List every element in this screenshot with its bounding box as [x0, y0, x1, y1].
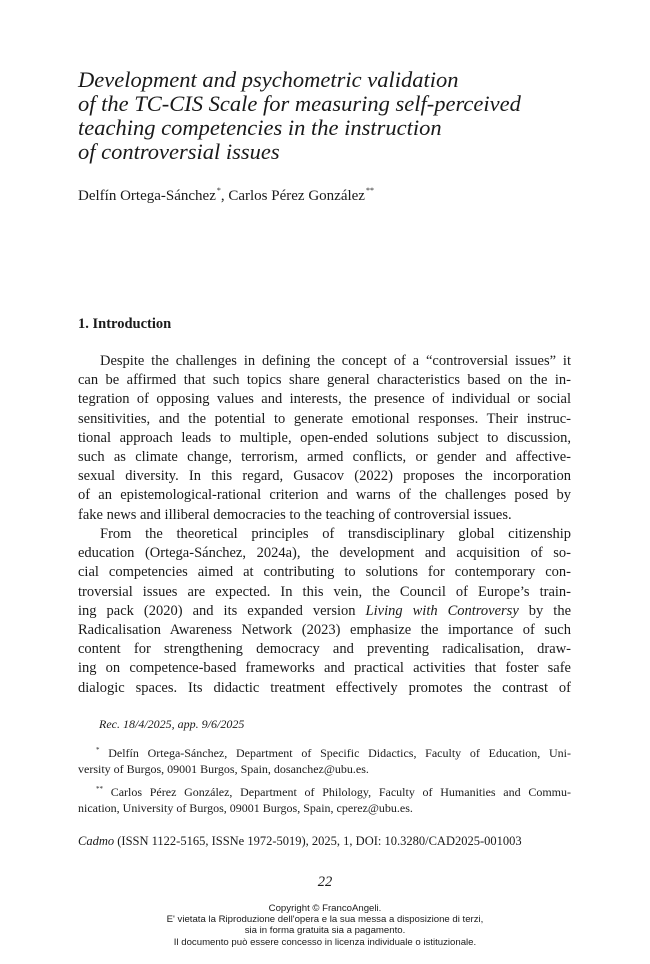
author-list — [78, 186, 374, 205]
article-title — [78, 68, 578, 164]
title-line: of the TC-CIS Scale for measuring self-perceived — [78, 91, 521, 116]
author-name: Delfín Ortega-Sánchez — [78, 188, 216, 204]
footnote-line: nication, University of Burgos, 09001 Burgos, Spain, cperez@ubu.es. — [78, 801, 413, 816]
footnote-marker: * — [216, 186, 221, 195]
text-line: sexual diversity. In this regard, Gusacov (2022) proposes the incorporation — [78, 468, 571, 485]
text-line: sensitivities, and the potential to generate emotional responses. Their instruc- — [78, 410, 571, 427]
footnote-text: Delfín Ortega-Sánchez, Department of Specific Didactics, Faculty of Education, Uni- — [99, 746, 571, 760]
copyright-line: Il documento può essere concesso in licenza individuale o istituzionale. — [173, 936, 477, 948]
section-heading: 1. Introduction — [78, 316, 172, 332]
text-line: education (Ortega-Sánchez, 2024a), the development and acquisition of so- — [78, 545, 571, 562]
text-line — [78, 602, 571, 621]
copyright-line: Copyright © FrancoAngeli. — [268, 903, 382, 914]
text-line: dialogic spaces. Its didactic treatment effectively promotes the contrast of — [78, 679, 571, 696]
text-line: content for strengthening democracy and preventing radicalisation, draw- — [78, 641, 571, 658]
author-name: Carlos Pérez González — [228, 188, 365, 204]
paragraph-1 — [78, 352, 571, 525]
footnote-line: versity of Burgos, 09001 Burgos, Spain, dosanchez@ubu.es. — [78, 762, 369, 777]
text-line: of an epistemological-rational criterion and warns of the challenges posed by — [78, 487, 571, 504]
text-line: Radicalisation Awareness Network (2023) emphasize the importance of such — [78, 622, 571, 639]
text-line: cial competencies aimed at contributing to solutions for contemporary con- — [78, 564, 571, 581]
footnote-marker: ** — [96, 785, 103, 793]
footnote-marker: * — [96, 746, 100, 754]
footnote-text: Carlos Pérez González, Department of Philology, Faculty of Humanities and Commu- — [103, 785, 571, 799]
text-line: tegration of opposing values and interests, the presence of individual or social — [78, 391, 571, 408]
book-title: Living with Controversy — [365, 602, 519, 619]
text-line: troversial issues are expected. In this vein, the Council of Europe’s train- — [78, 583, 571, 600]
text-line: Despite the challenges in defining the concept of a “controversial issues” it — [100, 353, 571, 369]
author-separator: , — [220, 188, 229, 204]
text-line: such as climate change, terrorism, armed conflicts, or gender and affective- — [78, 449, 571, 466]
footnote-marker: ** — [365, 186, 374, 195]
copyright-line: E' vietata la Riproduzione dell'opera e la sua messa a disposizione di terzi, — [166, 914, 484, 926]
footnote-line — [78, 781, 571, 800]
footnote-2 — [78, 781, 571, 817]
footnote-line — [78, 742, 571, 761]
text-run: ing pack (2020) and its expanded version — [78, 602, 366, 619]
journal-citation — [78, 834, 522, 849]
page-number: 22 — [317, 874, 333, 890]
journal-details: (ISSN 1122-5165, ISSNe 1972-5019), 2025, 1, DOI: 10.3280/CAD2025-001003 — [114, 834, 522, 848]
title-line: Development and psychometric validation — [78, 67, 459, 92]
title-line: of controversial issues — [78, 139, 280, 164]
footnote-1 — [78, 742, 571, 778]
journal-name: Cadmo — [78, 834, 115, 848]
received-date: Rec. 18/4/2025, app. 9/6/2025 — [99, 717, 245, 731]
text-line: ing on competence-based frameworks and practical activities that foster safe — [78, 660, 571, 677]
paragraph-2 — [78, 525, 571, 698]
text-line: From the theoretical principles of transdisciplinary global citizenship — [100, 526, 571, 542]
title-line: teaching competencies in the instruction — [78, 115, 442, 140]
text-line: fake news and illiberal democracies to the teaching of controversial issues. — [78, 506, 512, 523]
text-line: tional approach leads to multiple, open-ended solutions subject to discussion, — [78, 429, 571, 446]
copyright-notice — [0, 903, 650, 948]
text-run: by the — [518, 602, 572, 619]
copyright-line: sia in forma gratuita sia a pagamento. — [244, 925, 406, 937]
text-line: can be affirmed that such topics share general characteristics based on the in- — [78, 372, 571, 389]
